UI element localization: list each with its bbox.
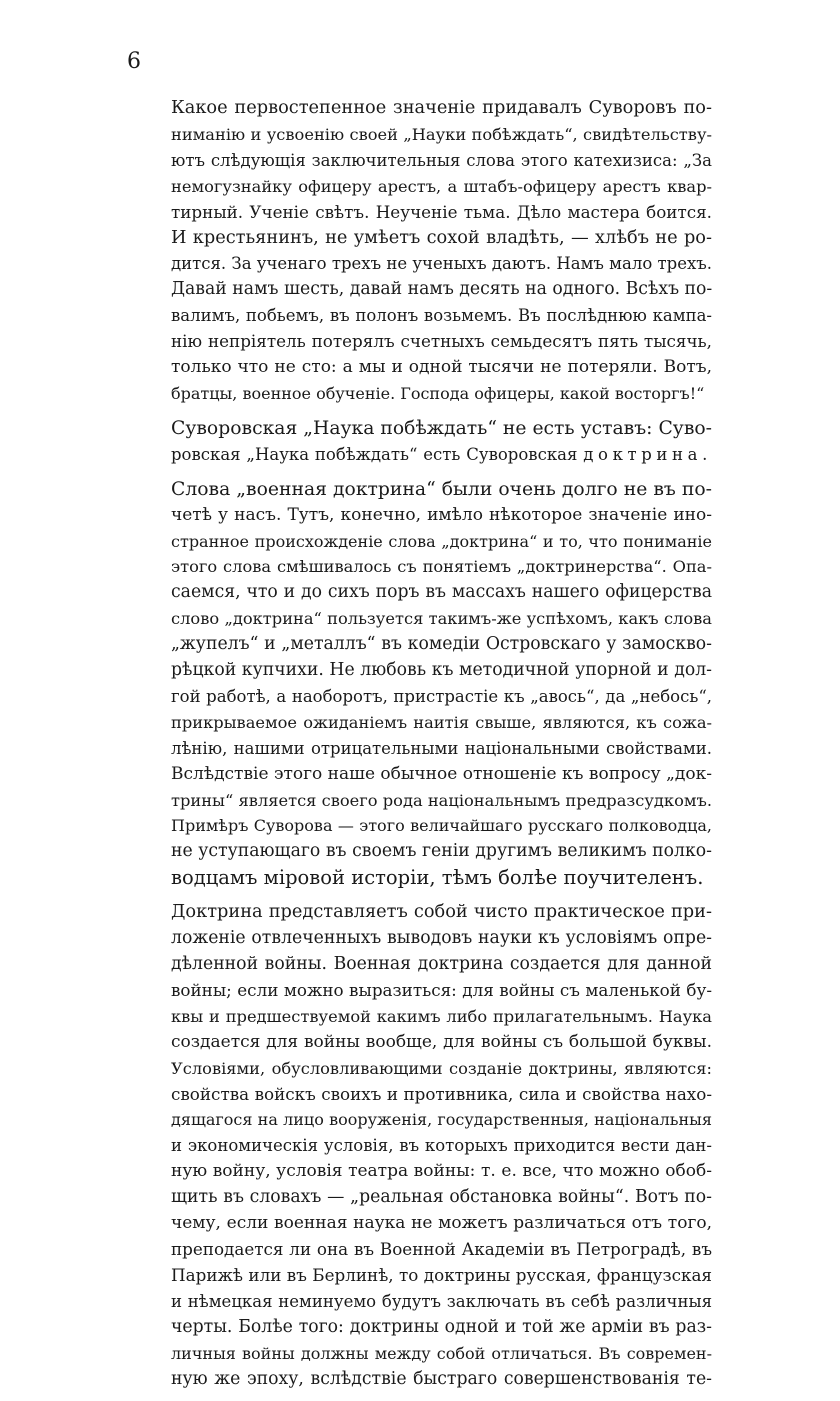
text-line: не уступающаго въ своемъ геніи другимъ великимъ полко- bbox=[171, 841, 712, 862]
text-line: черты. Болѣе того: доктрины одной и той же арміи въ раз- bbox=[171, 1316, 712, 1337]
text-line: прикрываемое ожиданіемъ наитія свыше, являются, къ сожа- bbox=[171, 712, 712, 732]
text-line: дится. За ученаго трехъ не ученыхъ даютъ. Намъ мало трехъ. bbox=[171, 254, 713, 274]
page-number: 6 bbox=[127, 49, 141, 74]
text-line: нію непріятель потерялъ счетныхъ семьдесятъ пять тысячь, bbox=[171, 331, 712, 352]
text-line: трины“ является своего рода національнымъ предразсудкомъ. bbox=[171, 790, 712, 810]
text-line bbox=[125, 442, 712, 468]
text-line: Суворовская „Наука побѣждать“ не есть уставъ: Суво- bbox=[171, 417, 712, 439]
text-line: дящагося на лицо вооруженія, государственныя, національныя bbox=[171, 1110, 712, 1130]
text-segment: ровская „Наука побѣждать“ есть Суворовская bbox=[171, 444, 578, 464]
text-line: и экономическія условія, въ которыхъ приходится вести дан- bbox=[171, 1136, 712, 1156]
text-line: Условіями, обусловливающими созданіе доктрины, являются: bbox=[171, 1058, 712, 1078]
text-line: гой работѣ, а наоборотъ, пристрастіе къ „авось“, да „небось“, bbox=[171, 686, 712, 706]
text-line: ложеніе отвлеченныхъ выводовъ науки къ условіямъ опре- bbox=[171, 928, 712, 949]
text-line: ную же эпоху, вслѣдствіе быстраго совершенствованія те- bbox=[171, 1368, 712, 1389]
emphasized-word: доктрина. bbox=[583, 444, 712, 464]
text-line: Вслѣдствіе этого наше обычное отношеніе къ вопросу „док- bbox=[171, 763, 712, 784]
text-line: свойства войскъ своихъ и противника, сила и свойства нахо- bbox=[171, 1083, 712, 1104]
text-line: Давай намъ шесть, давай намъ десять на одного. Всѣхъ по- bbox=[171, 279, 713, 300]
text-line: ную войну, условія театра войны: т. е. все, что можно обоб- bbox=[171, 1161, 712, 1182]
text-line: ниманію и усвоенію своей „Науки побѣждать“, свидѣтельству- bbox=[171, 124, 712, 144]
paragraph bbox=[125, 477, 712, 892]
text-line: Парижѣ или въ Берлинѣ, то доктрины русская, французская bbox=[171, 1264, 712, 1285]
text-line: четѣ у насъ. Тутъ, конечно, имѣло нѣкоторое значеніе ино- bbox=[171, 504, 712, 525]
text-line: саемся, что и до сихъ поръ въ массахъ нашего офицерства bbox=[171, 582, 712, 603]
text-line: личныя войны должны между собой отличаться. Въ современ- bbox=[171, 1343, 712, 1363]
text-line: странное происхожденіе слова „доктрина“ и то, что пониманіе bbox=[171, 531, 712, 551]
text-line: Примѣръ Суворова — этого величайшаго русскаго полководца, bbox=[171, 816, 712, 836]
text-line: валимъ, побьемъ, въ полонъ возьмемъ. Въ послѣднюю кампа- bbox=[171, 306, 712, 326]
text-line: чему, если военная наука не можетъ различаться отъ того, bbox=[171, 1213, 712, 1234]
text-line: немогузнайку офицеру арестъ, а штабъ-офицеру арестъ квар- bbox=[171, 176, 712, 196]
paragraph bbox=[125, 96, 712, 407]
text-line: водцамъ міровой исторіи, тѣмъ болѣе поучителенъ. bbox=[171, 866, 704, 890]
text-line: „жупелъ“ и „металлъ“ въ комедіи Островскаго у замоскво- bbox=[171, 634, 712, 655]
text-line: Доктрина представляетъ собой чисто практическое при- bbox=[171, 902, 712, 923]
text-line: Какое первостепенное значеніе придавалъ Суворовъ по- bbox=[171, 98, 712, 118]
text-line: преподается ли она въ Военной Академіи въ Петроградѣ, въ bbox=[171, 1238, 712, 1259]
text-line: щить въ словахъ — „реальная обстановка войны“. Вотъ по- bbox=[171, 1187, 712, 1208]
paragraph bbox=[125, 416, 712, 468]
text-line: создается для войны вообще, для войны съ большой буквы. bbox=[171, 1031, 712, 1052]
text-line: только что не сто: а мы и одной тысячи не потеряли. Вотъ, bbox=[171, 357, 712, 378]
text-line: и нѣмецкая неминуемо будутъ заключать въ себѣ различныя bbox=[171, 1291, 712, 1311]
text-line: лѣнію, нашими отрицательными національными свойствами. bbox=[171, 738, 712, 758]
text-line: квы и предшествуемой какимъ либо прилагательнымъ. Наука bbox=[171, 1006, 712, 1026]
text-line: этого слова смѣшивалось съ понятіемъ „доктринерства“. Опа- bbox=[171, 557, 712, 577]
paragraph bbox=[125, 900, 712, 1392]
text-line: войны; если можно выразиться: для войны съ маленькой бу- bbox=[171, 979, 712, 1000]
text-line: братцы, военное обученіе. Господа офицеры, какой восторгъ!“ bbox=[171, 383, 705, 403]
text-line: И крестьянинъ, не умѣетъ сохой владѣть, — хлѣбъ не ро- bbox=[171, 227, 712, 248]
body-text bbox=[125, 96, 712, 1401]
text-line: Слова „военная доктрина“ были очень долго не въ по- bbox=[171, 478, 712, 500]
text-line: слово „доктрина“ пользуется такимъ-же успѣхомъ, какъ слова bbox=[171, 609, 712, 629]
text-line: рѣцкой купчихи. Не любовь къ методичной упорной и дол- bbox=[171, 660, 712, 681]
text-line: дѣленной войны. Военная доктрина создается для данной bbox=[171, 954, 712, 974]
text-line: тирный. Ученіе свѣтъ. Неученіе тьма. Дѣло мастера боится. bbox=[171, 201, 712, 222]
text-line: ютъ слѣдующія заключительныя слова этого катехизиса: „За bbox=[171, 150, 712, 170]
